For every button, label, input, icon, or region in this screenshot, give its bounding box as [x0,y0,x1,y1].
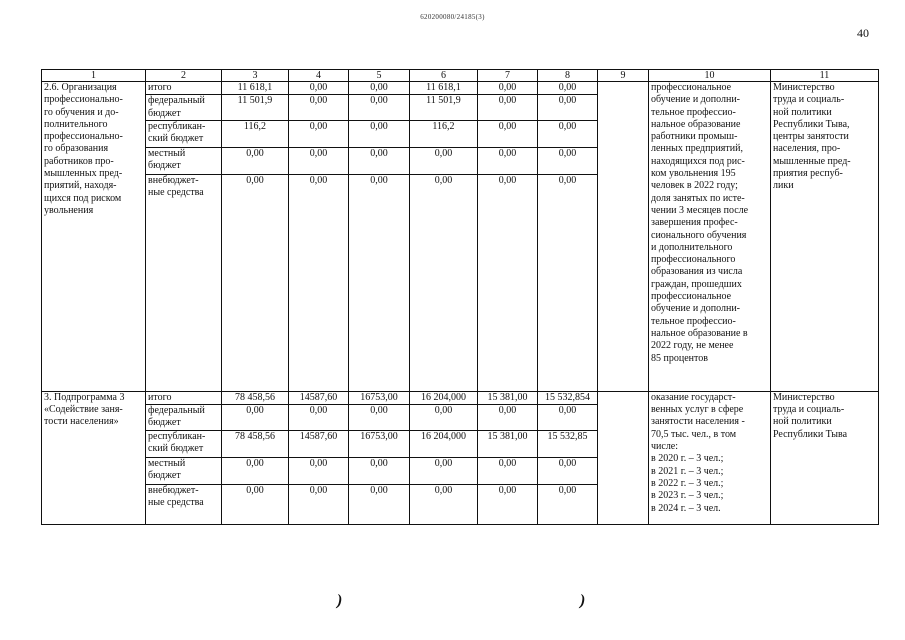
funding-source: местный бюджет [146,147,222,174]
amount-total: 0,00 [222,457,289,484]
amount-2023: 0,00 [478,95,538,121]
amount-2022: 16 204,000 [410,391,478,404]
amount-2024: 0,00 [538,82,598,95]
amount-total: 0,00 [222,484,289,524]
funding-source: федеральный бюджет [146,95,222,121]
amount-total: 11 501,9 [222,95,289,121]
amount-2020: 14587,60 [289,430,349,457]
table-row [42,82,879,95]
column-number: 9 [598,70,649,82]
amount-total: 0,00 [222,174,289,391]
amount-2023: 0,00 [478,82,538,95]
amount-total: 78 458,56 [222,430,289,457]
funding-source: республикан- ский бюджет [146,120,222,147]
funding-source: местный бюджет [146,457,222,484]
amount-2023: 0,00 [478,120,538,147]
amount-2022: 116,2 [410,120,478,147]
amount-2021: 0,00 [349,120,410,147]
amount-2023: 15 381,00 [478,391,538,404]
column-number: 10 [649,70,771,82]
column-number: 4 [289,70,349,82]
expected-result: оказание государст- венных услуг в сфере занятости населения - 70,5 тыс. чел., в том числе: в 2020 г. – 3 чел.; в 2021 г. – 3 чел.; в 2022 г. – 3 чел.; в 2023 г. – 3 чел.; в 2024 г. – 3 чел. [649,391,771,524]
executor: Министерство труда и социаль- ной политики Республики Тыва [771,391,879,524]
amount-2022: 11 618,1 [410,82,478,95]
amount-2024: 0,00 [538,95,598,121]
amount-2021: 0,00 [349,484,410,524]
page-number: 40 [857,26,869,40]
amount-2022: 0,00 [410,174,478,391]
amount-total: 0,00 [222,147,289,174]
amount-2020: 0,00 [289,82,349,95]
table-row [42,391,879,404]
amount-2020: 0,00 [289,174,349,391]
scan-mark: ) [580,592,586,609]
expected-result: профессиональное обучение и дополни- тельное профессио- нальное образование работники промыш- ленных предприятий, находящихся под рис- ком увольнения 195 человек в 2022 году; доля занятых по исте- чении 3 месяцев после завершения профес- сионального обучения и дополнительного профессионального образования из числа граждан, прошедших профессиональное обучение и дополни- тельное профессио- нальное образование в 2022 году, не менее 85 процентов [649,82,771,392]
program-table [41,69,879,525]
amount-2024: 15 532,85 [538,430,598,457]
amount-total: 78 458,56 [222,391,289,404]
amount-2020: 0,00 [289,147,349,174]
amount-2020: 0,00 [289,484,349,524]
amount-2023: 0,00 [478,174,538,391]
funding-source: итого [146,82,222,95]
amount-2021: 16753,00 [349,430,410,457]
funding-source: республикан- ский бюджет [146,430,222,457]
amount-2023: 0,00 [478,405,538,431]
column-number-row [42,70,879,82]
amount-2024: 0,00 [538,484,598,524]
amount-2021: 0,00 [349,174,410,391]
amount-2021: 0,00 [349,95,410,121]
amount-2023: 0,00 [478,484,538,524]
column-number: 8 [538,70,598,82]
amount-2023: 0,00 [478,147,538,174]
amount-2021: 0,00 [349,405,410,431]
executor: Министерство труда и социаль- ной политики Республики Тыва, центры занятости населения, про- мышленные пред- приятия респуб- лики [771,82,879,392]
amount-2024: 0,00 [538,147,598,174]
funding-source: федеральный бюджет [146,405,222,431]
amount-2023: 15 381,00 [478,430,538,457]
amount-2024: 0,00 [538,120,598,147]
amount-total: 11 618,1 [222,82,289,95]
amount-2023: 0,00 [478,457,538,484]
amount-2022: 0,00 [410,405,478,431]
column-number: 6 [410,70,478,82]
amount-2020: 14587,60 [289,391,349,404]
amount-2020: 0,00 [289,405,349,431]
amount-2022: 0,00 [410,457,478,484]
column-9-cell [598,82,649,392]
column-number: 11 [771,70,879,82]
amount-2021: 0,00 [349,82,410,95]
amount-total: 0,00 [222,405,289,431]
funding-source: итого [146,391,222,404]
amount-2022: 11 501,9 [410,95,478,121]
column-number: 7 [478,70,538,82]
column-number: 1 [42,70,146,82]
measure-title: 2.6. Организация профессионально- го обучения и до- полнительного профессионально- го образования работников про- мышленных пред- приятий, находя- щихся под риском увольнения [42,82,146,392]
amount-2020: 0,00 [289,457,349,484]
funding-source: внебюджет- ные средства [146,174,222,391]
funding-source: внебюджет- ные средства [146,484,222,524]
amount-2021: 0,00 [349,457,410,484]
amount-2024: 0,00 [538,174,598,391]
amount-2022: 0,00 [410,484,478,524]
amount-2021: 0,00 [349,147,410,174]
amount-2022: 0,00 [410,147,478,174]
amount-2024: 0,00 [538,405,598,431]
measure-title: 3. Подпрограмма 3 «Содействие заня- тости населения» [42,391,146,524]
document-code: 620200080/24185(3) [420,13,485,21]
amount-2021: 16753,00 [349,391,410,404]
amount-2022: 16 204,000 [410,430,478,457]
amount-2024: 0,00 [538,457,598,484]
column-number: 2 [146,70,222,82]
amount-2024: 15 532,854 [538,391,598,404]
scan-mark: ) [337,592,343,609]
column-number: 5 [349,70,410,82]
column-number: 3 [222,70,289,82]
amount-total: 116,2 [222,120,289,147]
amount-2020: 0,00 [289,120,349,147]
amount-2020: 0,00 [289,95,349,121]
column-9-cell [598,391,649,524]
